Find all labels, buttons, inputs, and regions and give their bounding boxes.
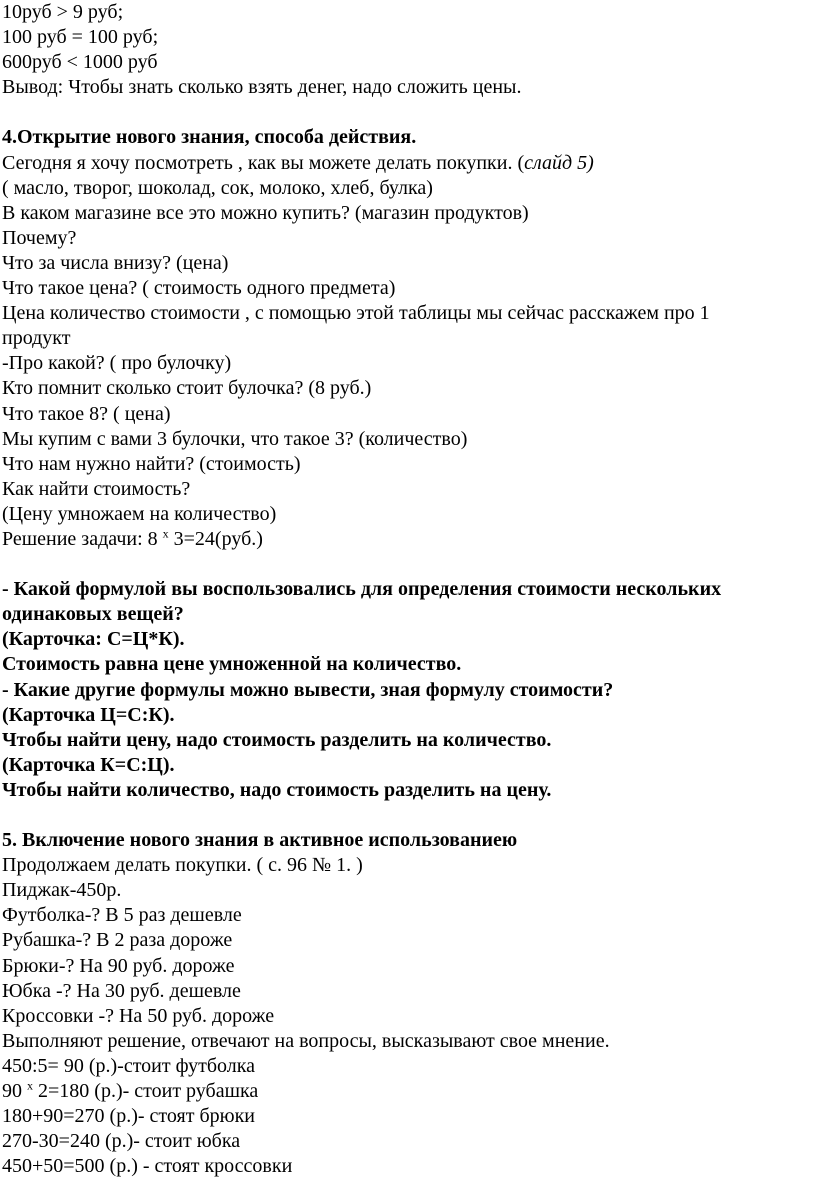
dialog-line: -Про какой? ( про булочку) (2, 352, 232, 375)
dialog-line: ( масло, творог, шоколад, сок, молоко, хлеб, булка) (2, 176, 433, 199)
solution-result: 3=24(руб.) (168, 527, 263, 550)
section4-heading: 4.Открытие нового знания, способа действия. (2, 126, 417, 149)
solution-line (2, 527, 816, 552)
calc-text: 90 (2, 1080, 27, 1103)
slide-reference: слайд 5) (524, 151, 594, 174)
intro-line: 600руб < 1000 руб (2, 51, 158, 74)
dialog-line: Почему? (2, 226, 77, 249)
task-line: Пиджак-450р. (2, 879, 122, 902)
blank-line (2, 552, 816, 577)
dialog-line: Что нам нужно найти? (стоимость) (2, 452, 301, 475)
multiply-sign: х (162, 526, 169, 541)
calc-line (2, 1079, 816, 1104)
formula-rule: Чтобы найти количество, надо стоимость разделить на цену. (2, 778, 552, 801)
calc-line: 180+90=270 (р.)- стоят брюки (2, 1105, 255, 1128)
task-line: Кроссовки -? На 50 руб. дороже (2, 1004, 275, 1027)
formula-rule: Чтобы найти цену, надо стоимость разделить на количество. (2, 728, 552, 751)
formula-rule: Стоимость равна цене умноженной на количество. (2, 653, 462, 676)
intro-line: 10руб > 9 руб; (2, 1, 124, 23)
task-line: Рубашка-? В 2 раза дороже (2, 929, 233, 952)
dialog-line: Цена количество стоимости , с помощью этой таблицы мы сейчас расскажем про 1 (2, 302, 710, 325)
solution-text: Решение задачи: 8 (2, 527, 163, 550)
dialog-line: продукт (2, 327, 71, 350)
blank-line (2, 100, 816, 125)
task-line: Продолжаем делать покупки. ( с. 96 № 1. ) (2, 854, 363, 877)
formula-card: (Карточка: С=Ц*К). (2, 628, 185, 651)
section4-intro-text: Сегодня я хочу посмотреть , как вы можете делать покупки. ( (2, 151, 525, 174)
intro-line: 100 руб = 100 руб; (2, 26, 159, 49)
task-line: Выполняют решение, отвечают на вопросы, высказывают свое мнение. (2, 1029, 610, 1052)
formula-question: одинаковых вещей? (2, 603, 184, 626)
calc-result: 2=180 (р.)- стоит рубашка (33, 1080, 259, 1103)
dialog-line: Кто помнит сколько стоит булочка? (8 руб.) (2, 377, 372, 400)
section4-intro-line (2, 151, 816, 176)
formula-card: (Карточка Ц=С:К). (2, 703, 175, 726)
dialog-line: Что такое цена? ( стоимость одного предмета) (2, 277, 396, 300)
task-line: Брюки-? На 90 руб. дороже (2, 954, 235, 977)
task-line: Футболка-? В 5 раз дешевле (2, 904, 242, 927)
section5-heading: 5. Включение нового знания в активное использованиею (2, 829, 518, 852)
dialog-line: Мы купим с вами 3 булочки, что такое 3? (количество) (2, 427, 468, 450)
formula-question: - Какие другие формулы можно вывести, зная формулу стоимости? (2, 678, 614, 701)
task-line: Юбка -? На 30 руб. дешевле (2, 979, 241, 1002)
multiply-sign: х (27, 1078, 33, 1093)
formula-card: (Карточка К=С:Ц). (2, 753, 175, 776)
calc-line: 450+50=500 (р.) - стоят кроссовки (2, 1155, 293, 1178)
formula-question: - Какой формулой вы воспользовались для определения стоимости нескольких (2, 578, 722, 601)
calc-line: 270-30=240 (р.)- стоит юбка (2, 1130, 241, 1153)
dialog-line: Что такое 8? ( цена) (2, 402, 171, 425)
calc-line: 450:5= 90 (р.)-стоит футболка (2, 1054, 255, 1077)
blank-line (2, 803, 816, 828)
dialog-line: В каком магазине все это можно купить? (магазин продуктов) (2, 201, 529, 224)
intro-conclusion: Вывод: Чтобы знать сколько взять денег, надо сложить цены. (2, 76, 522, 99)
dialog-line: (Цену умножаем на количество) (2, 502, 277, 525)
dialog-line: Что за числа внизу? (цена) (2, 251, 229, 274)
dialog-line: Как найти стоимость? (2, 477, 191, 500)
